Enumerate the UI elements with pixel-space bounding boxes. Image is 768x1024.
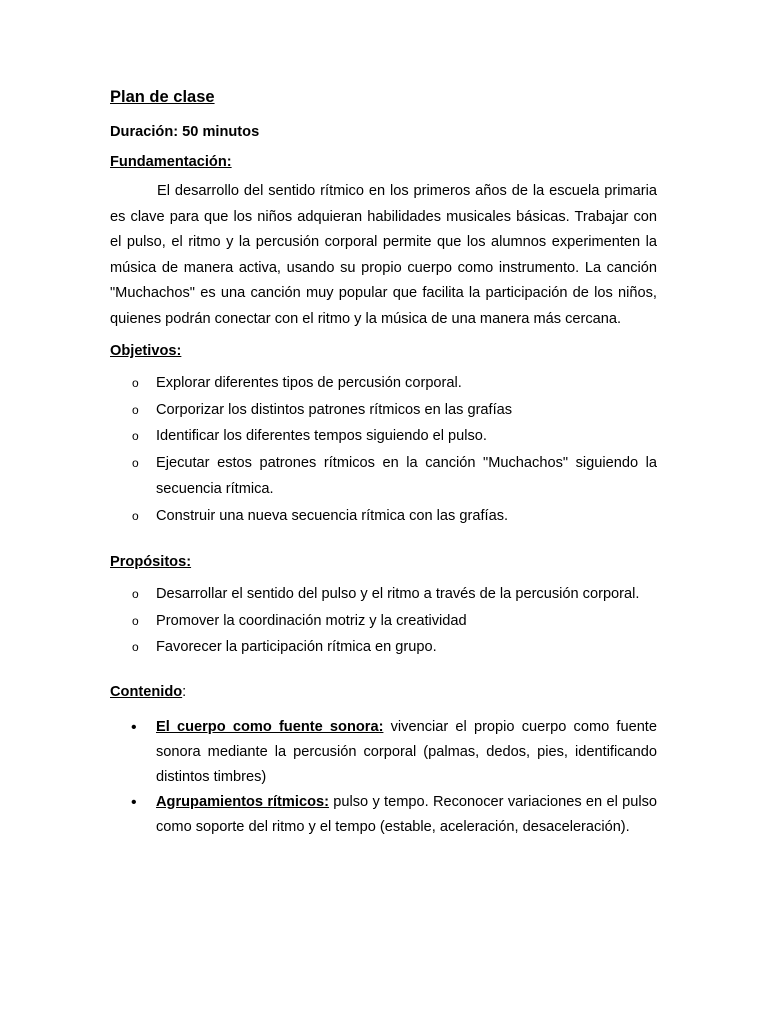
list-item <box>110 423 657 450</box>
content-term: Agrupamientos rítmicos: <box>156 793 329 810</box>
circle-bullet-icon: o <box>132 402 139 417</box>
document-title: Plan de clase <box>110 88 215 106</box>
circle-bullet-icon: o <box>132 587 139 601</box>
list-item-text: Corporizar los distintos patrones rítmicos en las grafías <box>156 401 513 418</box>
objetivos-list <box>110 370 657 529</box>
circle-bullet-icon: o <box>132 508 139 523</box>
list-item <box>110 581 657 608</box>
circle-bullet-icon: o <box>132 455 139 470</box>
contenido-heading-suffix: : <box>182 683 187 700</box>
list-item-text: Favorecer la participación rítmica en grupo. <box>156 639 437 655</box>
contenido-heading-wrap <box>110 681 657 703</box>
fundamentacion-heading: Fundamentación: <box>110 154 232 170</box>
disc-bullet-icon: • <box>131 793 137 811</box>
objetivos-heading: Objetivos: <box>110 343 182 359</box>
duration-line: Duración: 50 minutos <box>110 124 260 140</box>
list-item <box>110 608 657 635</box>
disc-bullet-icon: • <box>131 718 137 736</box>
list-item-text: Explorar diferentes tipos de percusión corporal. <box>156 375 462 391</box>
contenido-heading: Contenido <box>110 683 183 700</box>
list-item-text: Construir una nueva secuencia rítmica con las grafías. <box>156 507 509 524</box>
content-description: vivenciar el propio cuerpo como fuente sonora mediante la percusión corporal (palmas, dedos, pies, identificando distintos timbres) <box>156 718 657 785</box>
content-term: El cuerpo como fuente sonora: <box>156 718 384 735</box>
list-item <box>110 790 657 840</box>
propositos-heading: Propósitos: <box>110 554 192 570</box>
list-item <box>110 634 657 661</box>
propositos-list <box>110 581 657 661</box>
fundamentacion-paragraph: El desarrollo del sentido rítmico en los primeros años de la escuela primaria es clave para que los niños adquieran habilidades musicales básicas. Trabajar con el pulso, el ritmo y la percusión corporal permite que los alumnos experimenten la música de manera activa, usando su propio cuerpo como instrumento. La canción "Muchachos" es una canción muy popular que facilita la participación de los niños, quienes podrán conectar con el ritmo y la música de una manera más cercana. <box>110 183 657 327</box>
circle-bullet-icon: o <box>132 640 139 654</box>
list-item <box>110 503 657 530</box>
circle-bullet-icon: o <box>132 376 139 390</box>
document-page <box>110 86 657 840</box>
list-item <box>110 370 657 397</box>
list-item <box>110 397 657 424</box>
content-description: pulso y tempo. Reconocer variaciones en el pulso como soporte del ritmo y el tempo (estable, aceleración, desaceleración). <box>156 793 658 835</box>
list-item-text: Identificar los diferentes tempos siguiendo el pulso. <box>156 428 487 444</box>
list-item-text: Desarrollar el sentido del pulso y el ritmo a través de la percusión corporal. <box>156 586 640 602</box>
list-item-text: Promover la coordinación motriz y la creatividad <box>156 612 467 629</box>
circle-bullet-icon: o <box>132 429 139 443</box>
list-item <box>110 715 657 790</box>
list-item <box>110 450 657 503</box>
list-item-text: Ejecutar estos patrones rítmicos en la canción "Muchachos" siguiendo la secuencia rítmica. <box>156 454 657 497</box>
circle-bullet-icon: o <box>132 613 139 628</box>
contenido-list <box>110 715 657 840</box>
